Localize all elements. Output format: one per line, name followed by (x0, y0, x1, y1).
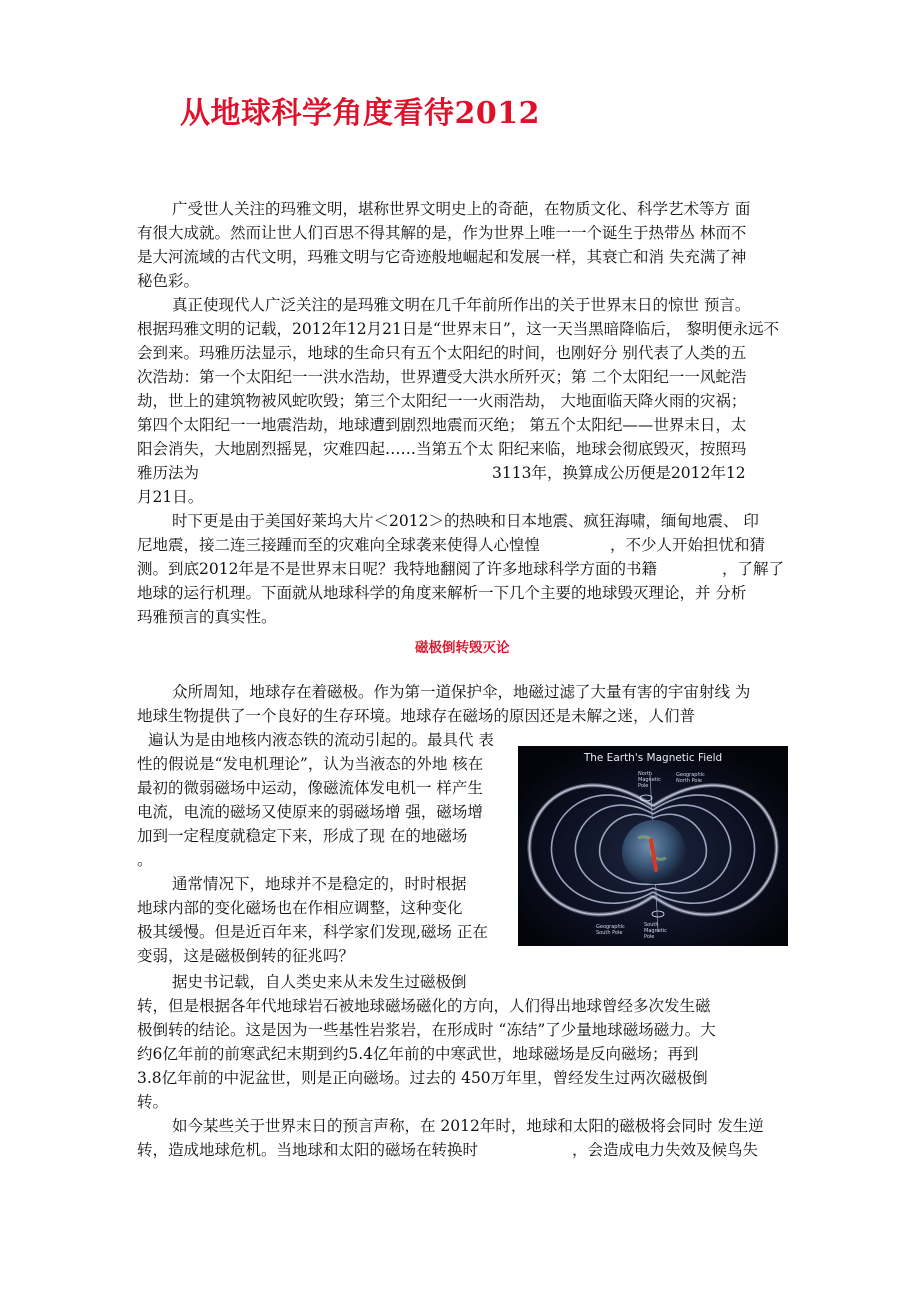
text-line: ，会造成电力失效及候鸟失 (572, 1141, 759, 1159)
text-line: 加到一定程度就稳定下来，形成了现 在的地磁场 (137, 827, 468, 845)
text-line: 3.8亿年前的中泥盆世，则是正向磁场。过去的 450万年里，曾经发生过两次磁极倒 (137, 1069, 708, 1087)
text-line: 如今某些关于世界末日的预言声称，在 2012年时，地球和太阳的磁极将会同时 发生逆 (172, 1117, 764, 1135)
text-line: 众所周知，地球存在着磁极。作为第一道保护伞，地磁过滤了大量有害的宇宙射线 为 (172, 683, 751, 701)
north-magnetic-pole-label: North Magnetic Pole (638, 771, 661, 789)
text-line: 据史书记载，自人类史来从未发生过磁极倒 (172, 973, 467, 991)
text-line: 第四个太阳纪一一地震浩劫，地球遭到剧烈地震而灭绝； 第五个太阳纪——世界末日，太 (137, 416, 747, 434)
text-line: 劫，世上的建筑物被风蛇吹毁；第三个太阳纪一一火雨浩劫， 大地面临天降火雨的灾祸； (137, 392, 747, 410)
text-line: 性的假说是“发电机理论”，认为当液态的外地 核在 (137, 755, 484, 773)
section-heading: 磁极倒转毁灭论 (415, 640, 510, 656)
south-magnetic-pole-label: South Magnetic Pole (644, 922, 667, 940)
text-line: 阳会消失，大地剧烈摇晃，灾难四起……当第五个太 阳纪来临，地球会彻底毁灭，按照玛 (137, 440, 747, 458)
page-title: 从地球科学角度看待2012 (180, 96, 540, 131)
text-line: 地球的运行机理。下面就从地球科学的角度来解析一下几个主要的地球毁灭理论，并 分析 (137, 584, 747, 602)
text-line: 电流，电流的磁场又使原来的弱磁场增 强，磁场增 (137, 803, 483, 821)
text-line: 测。到底2012年是不是世界末日呢？我特地翻阅了许多地球科学方面的书籍 (137, 560, 657, 578)
text-line: 真正使现代人广泛关注的是玛雅文明在几千年前所作出的关于世界末日的惊世 预言。 (172, 296, 751, 314)
text-line: 最初的微弱磁场中运动，像磁流体发电机一 样产生 (137, 779, 483, 797)
text-line: 根据玛雅文明的记载，2012年12月21日是“世界末日”，这一天当黑暗降临后， 黎明便永远不 (137, 320, 780, 338)
text-line: 转。 (137, 1093, 169, 1111)
text-line: 转，造成地球危机。当地球和太阳的磁场在转换时 (137, 1141, 479, 1159)
text-line: 尼地震，接二连三接踵而至的灾难向全球袭来使得人心惶惶 (137, 536, 541, 554)
text-line: 约6亿年前的前寒武纪末期到约5.4亿年前的中寒武世，地球磁场是反向磁场；再到 (137, 1045, 699, 1063)
text-line: 。 (137, 851, 153, 869)
text-line: 秘色彩。 (137, 272, 200, 290)
text-line: 是大河流域的古代文明，玛雅文明与它奇迹般地崛起和发展一样，其衰亡和消 失充满了神 (137, 248, 747, 266)
text-line: 极倒转的结论。这是因为一些基性岩浆岩，在形成时 “冻结”了少量地球磁场磁力。大 (137, 1021, 716, 1039)
text-line: 月21日。 (137, 488, 204, 506)
text-line: 地球生物提供了一个良好的生存环境。地球存在磁场的原因还是未解之迷，人们普 (137, 707, 696, 725)
text-line: ，了解了 (722, 560, 785, 578)
text-line: 有很大成就。然而让世人们百思不得其解的是，作为世界上唯一一个诞生于热带丛 林而不 (137, 224, 747, 242)
text-line: 极其缓慢。但是近百年来，科学家们发现,磁场 正在 (137, 923, 488, 941)
text-line: 遍认为是由地核内液态铁的流动引起的。最具代 表 (148, 731, 494, 749)
text-line: 转，但是根据各年代地球岩石被地球磁场磁化的方向，人们得出地球曾经多次发生磁 (137, 997, 711, 1015)
text-line: 雅历法为 (137, 464, 200, 482)
text-line: 玛雅预言的真实性。 (137, 608, 277, 626)
text-line: 变弱，这是磁极倒转的征兆吗？ (137, 947, 355, 965)
text-line: 通常情况下，地球并不是稳定的，时时根据 (172, 875, 467, 893)
text-line: 3113年，换算成公历便是2012年12 (492, 464, 746, 482)
text-line: 时下更是由于美国好莱坞大片＜2012＞的热映和日本地震、疯狂海啸，缅甸地震、 印 (172, 512, 759, 530)
geographic-north-pole-label: Geographic North Pole (676, 772, 705, 784)
text-line: 会到来。玛雅历法显示，地球的生命只有五个太阳纪的时间，也刚好分 别代表了人类的五 (137, 344, 747, 362)
figure-title: The Earth's Magnetic Field (583, 752, 723, 764)
magnetic-field-figure (518, 746, 788, 946)
text-line: 广受世人关注的玛雅文明，堪称世界文明史上的奇葩，在物质文化、科学艺术等方 面 (172, 200, 751, 218)
text-line: ，不少人开始担忧和猜 (610, 536, 766, 554)
text-line: 地球内部的变化磁场也在作相应调整，这种变化 (137, 899, 463, 917)
text-line: 次浩劫：第一个太阳纪一一洪水浩劫，世界遭受大洪水所歼灭；第 二个太阳纪一一风蛇浩 (137, 368, 747, 386)
geographic-south-pole-label: Geographic South Pole (596, 924, 625, 936)
